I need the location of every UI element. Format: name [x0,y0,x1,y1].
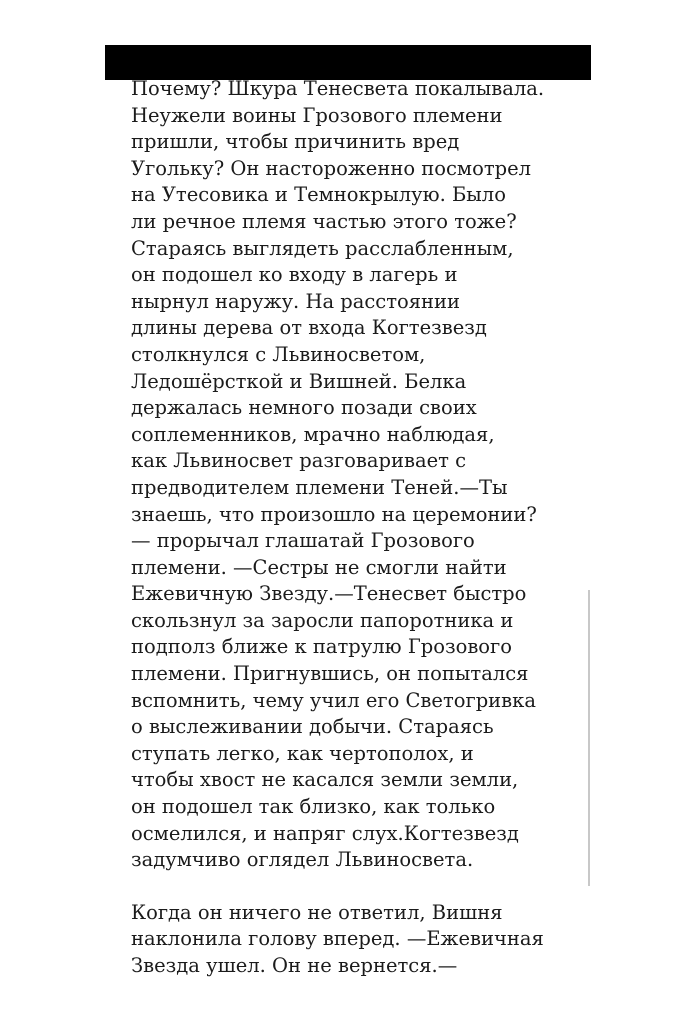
text-line: племени. —Сестры не смогли найти [131,555,507,579]
text-line: наклонила голову вперед. —Ежевичная [131,927,544,951]
text-line: держалась немного позади своих [131,396,477,420]
text-line: задумчиво оглядел Львиносвета. [131,848,474,872]
text-line: Неужели воины Грозового племени [131,103,503,127]
text-line: он подошел так близко, как только [131,795,496,819]
text-line: Почему? Шкура Тенесвета покалывала. [131,77,545,100]
text-line: вспомнить, чему учил его Светогривка [131,688,536,712]
text-line: о выслеживании добычи. Стараясь [131,715,494,739]
text-line: соплеменников, мрачно наблюдая, [131,422,495,446]
text-line: осмелился, и напряг слух.Когтезвезд [131,821,519,845]
text-line: Угольку? Он настороженно посмотрел [131,156,532,180]
text-line: нырнул наружу. На расстоянии [131,289,461,313]
text-line: ли речное племя частью этого тоже? [131,209,517,233]
paragraph-gap [131,874,571,900]
page-text [131,76,571,980]
text-line: как Львиносвет разговаривает с [131,449,467,473]
text-line: Ледошёрсткой и Вишней. Белка [131,369,467,393]
text-line: Ежевичную Звезду.—Тенесвет быстро [131,582,527,606]
text-line: Когда он ничего не ответил, Вишня [131,900,503,924]
text-line: Звезда ушел. Он не вернется.— [131,954,458,977]
text-line: ступать легко, как чертополох, и [131,741,474,765]
text-line: столкнулся с Львиносветом, [131,342,426,366]
paragraph-2 [131,900,571,980]
text-line: пришли, чтобы причинить вред [131,130,460,154]
redaction-bar [105,45,591,80]
scrollbar[interactable] [588,590,590,886]
text-line: знаешь, что произошло на церемонии? [131,502,537,526]
text-line: на Утесовика и Темнокрылую. Было [131,183,506,207]
text-line: подполз ближе к патрулю Грозового [131,635,513,659]
text-line: длины дерева от входа Когтезвезд [131,316,487,340]
text-line: племени. Пригнувшись, он попытался [131,662,529,686]
text-line: чтобы хвост не касался земли земли, [131,768,519,792]
text-line: предводителем племени Теней.—Ты [131,475,508,499]
text-line: скользнул за заросли папоротника и [131,608,514,632]
text-line: — прорычал глашатай Грозового [131,529,475,553]
text-line: Стараясь выглядеть расслабленным, [131,236,514,260]
text-line: он подошел ко входу в лагерь и [131,263,458,287]
paragraph-1 [131,76,571,874]
